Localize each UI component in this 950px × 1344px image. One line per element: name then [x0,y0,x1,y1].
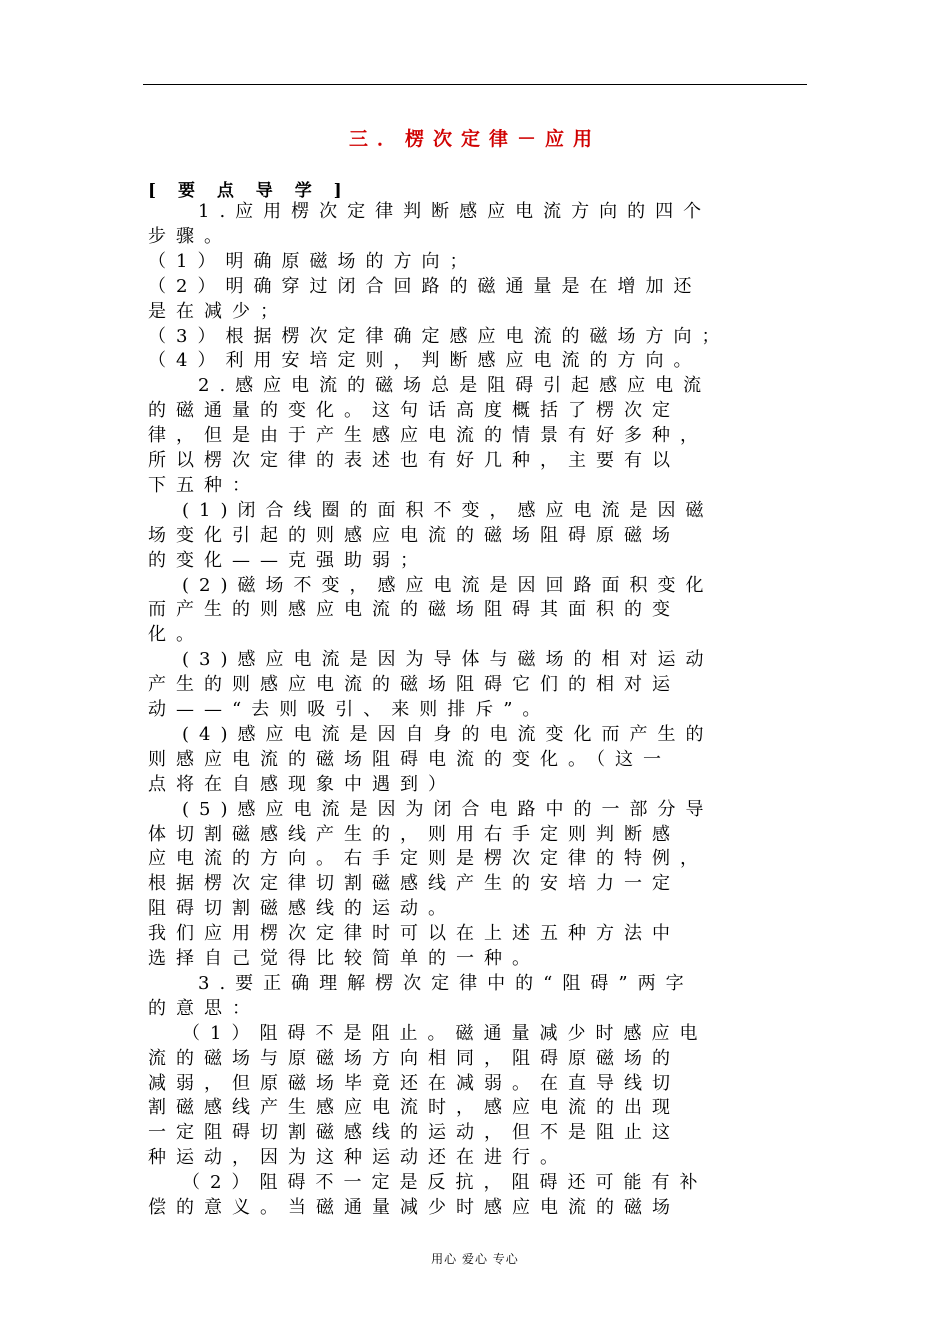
header-rule [143,84,807,85]
text-line: 根据楞次定律切割磁感线产生的安培力一定 [148,873,680,895]
text-line: （3）根据楞次定律确定感应电流的磁场方向； [148,325,730,347]
text-line: 偿的意义。当磁通量减少时感应电流的磁场 [148,1197,680,1218]
text-line: 律，但是由于产生感应电流的情景有好多种， [148,425,708,447]
text-line: 化。 [148,624,204,646]
text-line: 则感应电流的磁场阻碍电流的变化。（这一 [148,748,671,770]
text-line: （1）明确原磁场的方向； [148,250,478,272]
text-line: 一定阻碍切割磁感线的运动，但不是阻止这 [148,1122,680,1144]
text-line: 点将在自感现象中遇到） [148,773,456,795]
text-line: 下五种： [148,474,260,496]
text-line: 2.感应电流的磁场总是阻碍引起感应电流 [198,375,712,397]
text-line: (3)感应电流是因为导体与磁场的相对运动 [182,649,714,671]
text-line: 种运动，因为这种运动还在进行。 [148,1147,568,1169]
text-line: (4)感应电流是因自身的电流变化而产生的 [182,723,714,745]
text-line: 而产生的则感应电流的磁场阻碍其面积的变 [148,599,680,621]
page-footer: 用心 爱心 专心 [431,1252,519,1266]
text-line: (5)感应电流是因为闭合电路中的一部分导 [182,798,714,820]
text-line: （4）利用安培定则，判断感应电流的方向。 [148,350,702,372]
text-line: 是在减少； [148,300,288,322]
text-line: 的磁通量的变化。这句话高度概括了楞次定 [148,400,680,422]
text-line: （2）明确穿过闭合回路的磁通量是在增加还 [148,275,702,297]
text-line: 的变化——克强助弱； [148,549,428,571]
text-line: (2)磁场不变，感应电流是因回路面积变化 [182,574,714,596]
text-line: 场变化引起的则感应电流的磁场阻碍原磁场 [148,524,680,546]
text-line: 的意思： [148,997,260,1019]
text-line: 减弱，但原磁场毕竟还在减弱。在直导线切 [148,1072,680,1094]
text-line: （2）阻碍不一定是反抗，阻碍还可能有补 [182,1172,708,1194]
text-line: 体切割磁感线产生的，则用右手定则判断感 [148,823,680,845]
text-line: 阻碍切割磁感线的运动。 [148,898,456,920]
page-title: 三．楞次定律－应用 [348,128,601,150]
text-line: 1.应用楞次定律判断感应电流方向的四个 [198,201,712,222]
text-line: （1）阻碍不是阻止。磁通量减少时感应电 [182,1022,708,1044]
text-line: 动——“去则吸引、来则排斥”。 [148,699,551,720]
text-line: 割磁感线产生感应电流时，感应电流的出现 [148,1097,680,1119]
text-line: (1)闭合线圈的面积不变，感应电流是因磁 [182,499,714,521]
text-line: 应电流的方向。右手定则是楞次定律的特例， [148,848,708,870]
text-line: 流的磁场与原磁场方向相同，阻碍原磁场的 [148,1047,680,1069]
text-line: 步骤。 [148,225,232,247]
text-line: 产生的则感应电流的磁场阻碍它们的相对运 [148,674,680,696]
text-line: 3.要正确理解楞次定律中的“阻碍”两字 [198,972,694,994]
section-heading: [ 要 点 导 学 ] [148,181,350,201]
text-line: 我们应用楞次定律时可以在上述五种方法中 [148,923,680,945]
text-line: 选择自己觉得比较简单的一种。 [148,948,540,969]
text-line: 所以楞次定律的表述也有好几种，主要有以 [148,450,680,471]
